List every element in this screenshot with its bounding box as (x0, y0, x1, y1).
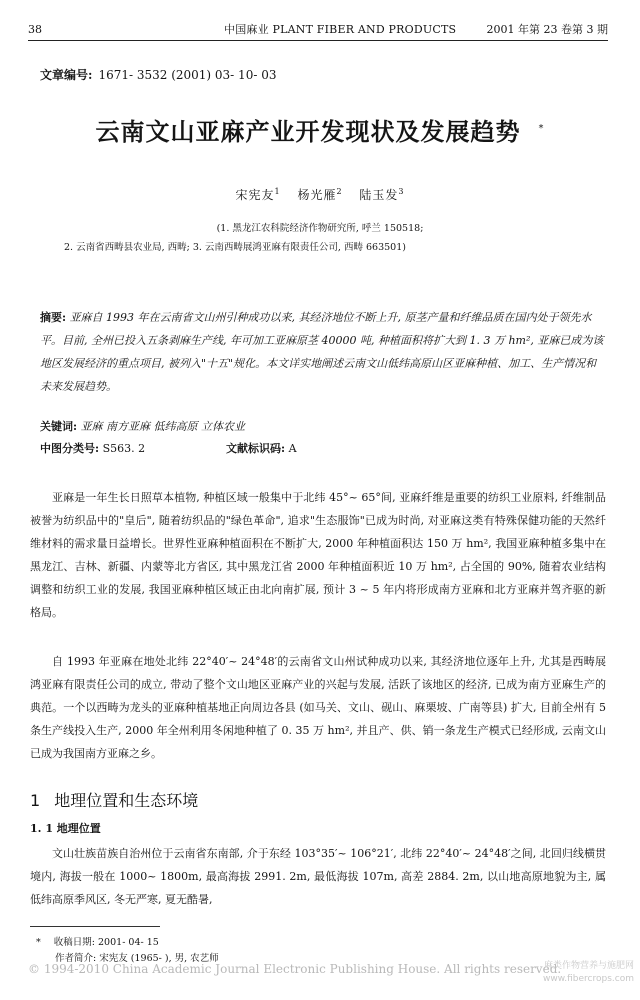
keywords (40, 418, 245, 434)
issue-info: 2001 年第 23 卷第 3 期 (486, 23, 608, 36)
page-number: 38 (28, 22, 42, 36)
copyright-notice: © 1994-2010 China Academic Journal Electronic Publishing House. All rights reserved. (28, 962, 562, 976)
author-name: 宋宪友 (235, 188, 275, 202)
author (359, 188, 404, 202)
clc-value: S563. 2 (102, 442, 146, 455)
affiliation-line-2: 2. 云南省西畴县农业局, 西畴; 3. 云南西畴展鸿亚麻有限责任公司, 西畴 663501) (64, 242, 406, 253)
author-name: 杨光雁 (297, 188, 337, 202)
abstract (40, 306, 606, 398)
author (236, 188, 281, 202)
article-number-value: 1671- 3532 (2001) 03- 10- 03 (98, 68, 277, 82)
author-name: 陆玉发 (359, 188, 399, 202)
section-title: 地理位置和生态环境 (54, 791, 199, 810)
journal-name: 中国麻业 PLANT FIBER AND PRODUCTS (224, 23, 457, 36)
footnote-value: 2001- 04- 15 (98, 937, 159, 948)
footnote-value: 宋宪友 (1965- ), 男, 农艺师 (99, 953, 219, 964)
article-number (40, 66, 276, 83)
running-header (28, 20, 608, 38)
keywords-label: 关键词: (40, 420, 78, 433)
article-number-label: 文章编号: (40, 68, 93, 82)
clc-label: 中图分类号: (40, 442, 100, 455)
author-list (0, 186, 640, 203)
author-affil-mark: 3 (398, 187, 405, 196)
title-footnote-mark: * (538, 123, 545, 134)
site-watermark (543, 960, 634, 986)
classification (40, 440, 600, 456)
subsection-heading: 1. 1 地理位置 (30, 822, 101, 835)
footnote-label: 作者简介: (55, 953, 97, 964)
article-title (0, 112, 640, 147)
footnote-mark: * (36, 937, 41, 948)
document-code-value: A (288, 442, 297, 455)
abstract-text: 亚麻自 1993 年在云南省文山州引种成功以来, 其经济地位不断上升, 原茎产量和纤维品质在国内处于领先水平。目前, 全州已投入五条剥麻生产线, 年可加工亚麻原茎 40000 吨, 种植面积将扩大到 1. 3 万 hm², 亚麻已成为该地区发展经济的重点项目, 被列入"十五"规化。本文详实地阐述云南文山低纬高原山区亚麻种植、加工、生产情况和未来发展趋势。 (40, 311, 604, 393)
abstract-label: 摘要: (40, 311, 67, 324)
section-number: 1 (30, 791, 41, 810)
watermark-line-2: www.fibercrops.com (543, 974, 634, 984)
body-paragraph: 亚麻是一年生长日照草本植物, 种植区域一般集中于北纬 45°~ 65°间, 亚麻纤维是重要的纺织工业原料, 纤维制品被誉为纺织品中的"皇后", 随着纺织品的"绿色革命", 追求"生态服饰"已成为时尚, 对亚麻这类有特殊保健功能的天然纤维材料的需求量日益增长。世界性亚麻种植面积在不断扩大, 2000 年种植面积达 150 万 hm², 我国亚麻种植多集中在黑龙江、吉林、新疆、内蒙等北方省区, 其中黑龙江省 2000 年种植面积近 10 万 hm², 占全国的 90%, 随着农业结构调整和纺织工业的发展, 我国亚麻种植区域正由北向南扩展, 预计 3 ~ 5 年内将形成南方亚麻和北方亚麻并驾齐驱的新格局。 (30, 491, 606, 619)
article-title-text: 云南文山亚麻产业开发现状及发展趋势 (95, 118, 521, 146)
header-rule (28, 40, 608, 41)
footnote-received (36, 934, 159, 948)
document-code (226, 440, 297, 456)
footnote-label: 收稿日期: (53, 937, 95, 948)
document-code-label: 文献标识码: (226, 442, 286, 455)
author (297, 188, 342, 202)
body-paragraph: 自 1993 年亚麻在地处北纬 22°40′~ 24°48′的云南省文山州试种成功以来, 其经济地位逐年上升, 尤其是西畴展鸿亚麻有限责任公司的成立, 带动了整个文山地区亚麻产业的兴起与发展, 活跃了该地区的经济, 已成为南方亚麻生产的典范。一个以西畴为龙头的亚麻种植基地正向周边各县 (如马关、文山、砚山、麻栗坡、广南等县) 扩大, 目前全州有 5 条生产线投入生产, 2000 年全州利用冬闲地种植了 0. 35 万 hm², 并且产、供、销一条龙生产模式已经形成, 云南文山已成为我国南方亚麻之乡。 (30, 655, 606, 760)
watermark-line-1: 麻类作物营养与施肥网 (543, 961, 634, 971)
section-heading (30, 788, 198, 811)
author-affil-mark: 1 (274, 187, 281, 196)
keywords-value: 亚麻 南方亚麻 低纬高原 立体农业 (80, 420, 246, 433)
footnote-rule (30, 926, 160, 927)
affiliation-line-1: (1. 黑龙江农科院经济作物研究所, 呼兰 150518; (216, 223, 424, 234)
body-paragraph: 文山壮族苗族自治州位于云南省东南部, 介于东经 103°35′~ 106°21′, 北纬 22°40′~ 24°48′之间, 北回归线横贯境内, 海拔一般在 1000~ 1800m, 最高海拔 2991. 2m, 最低海拔 107m, 高差 2884. 2m, 以山地高原地貌为主, 属低纬高原季风区, 冬无严寒, 夏无酷暑, (30, 847, 606, 906)
author-affil-mark: 2 (336, 187, 343, 196)
